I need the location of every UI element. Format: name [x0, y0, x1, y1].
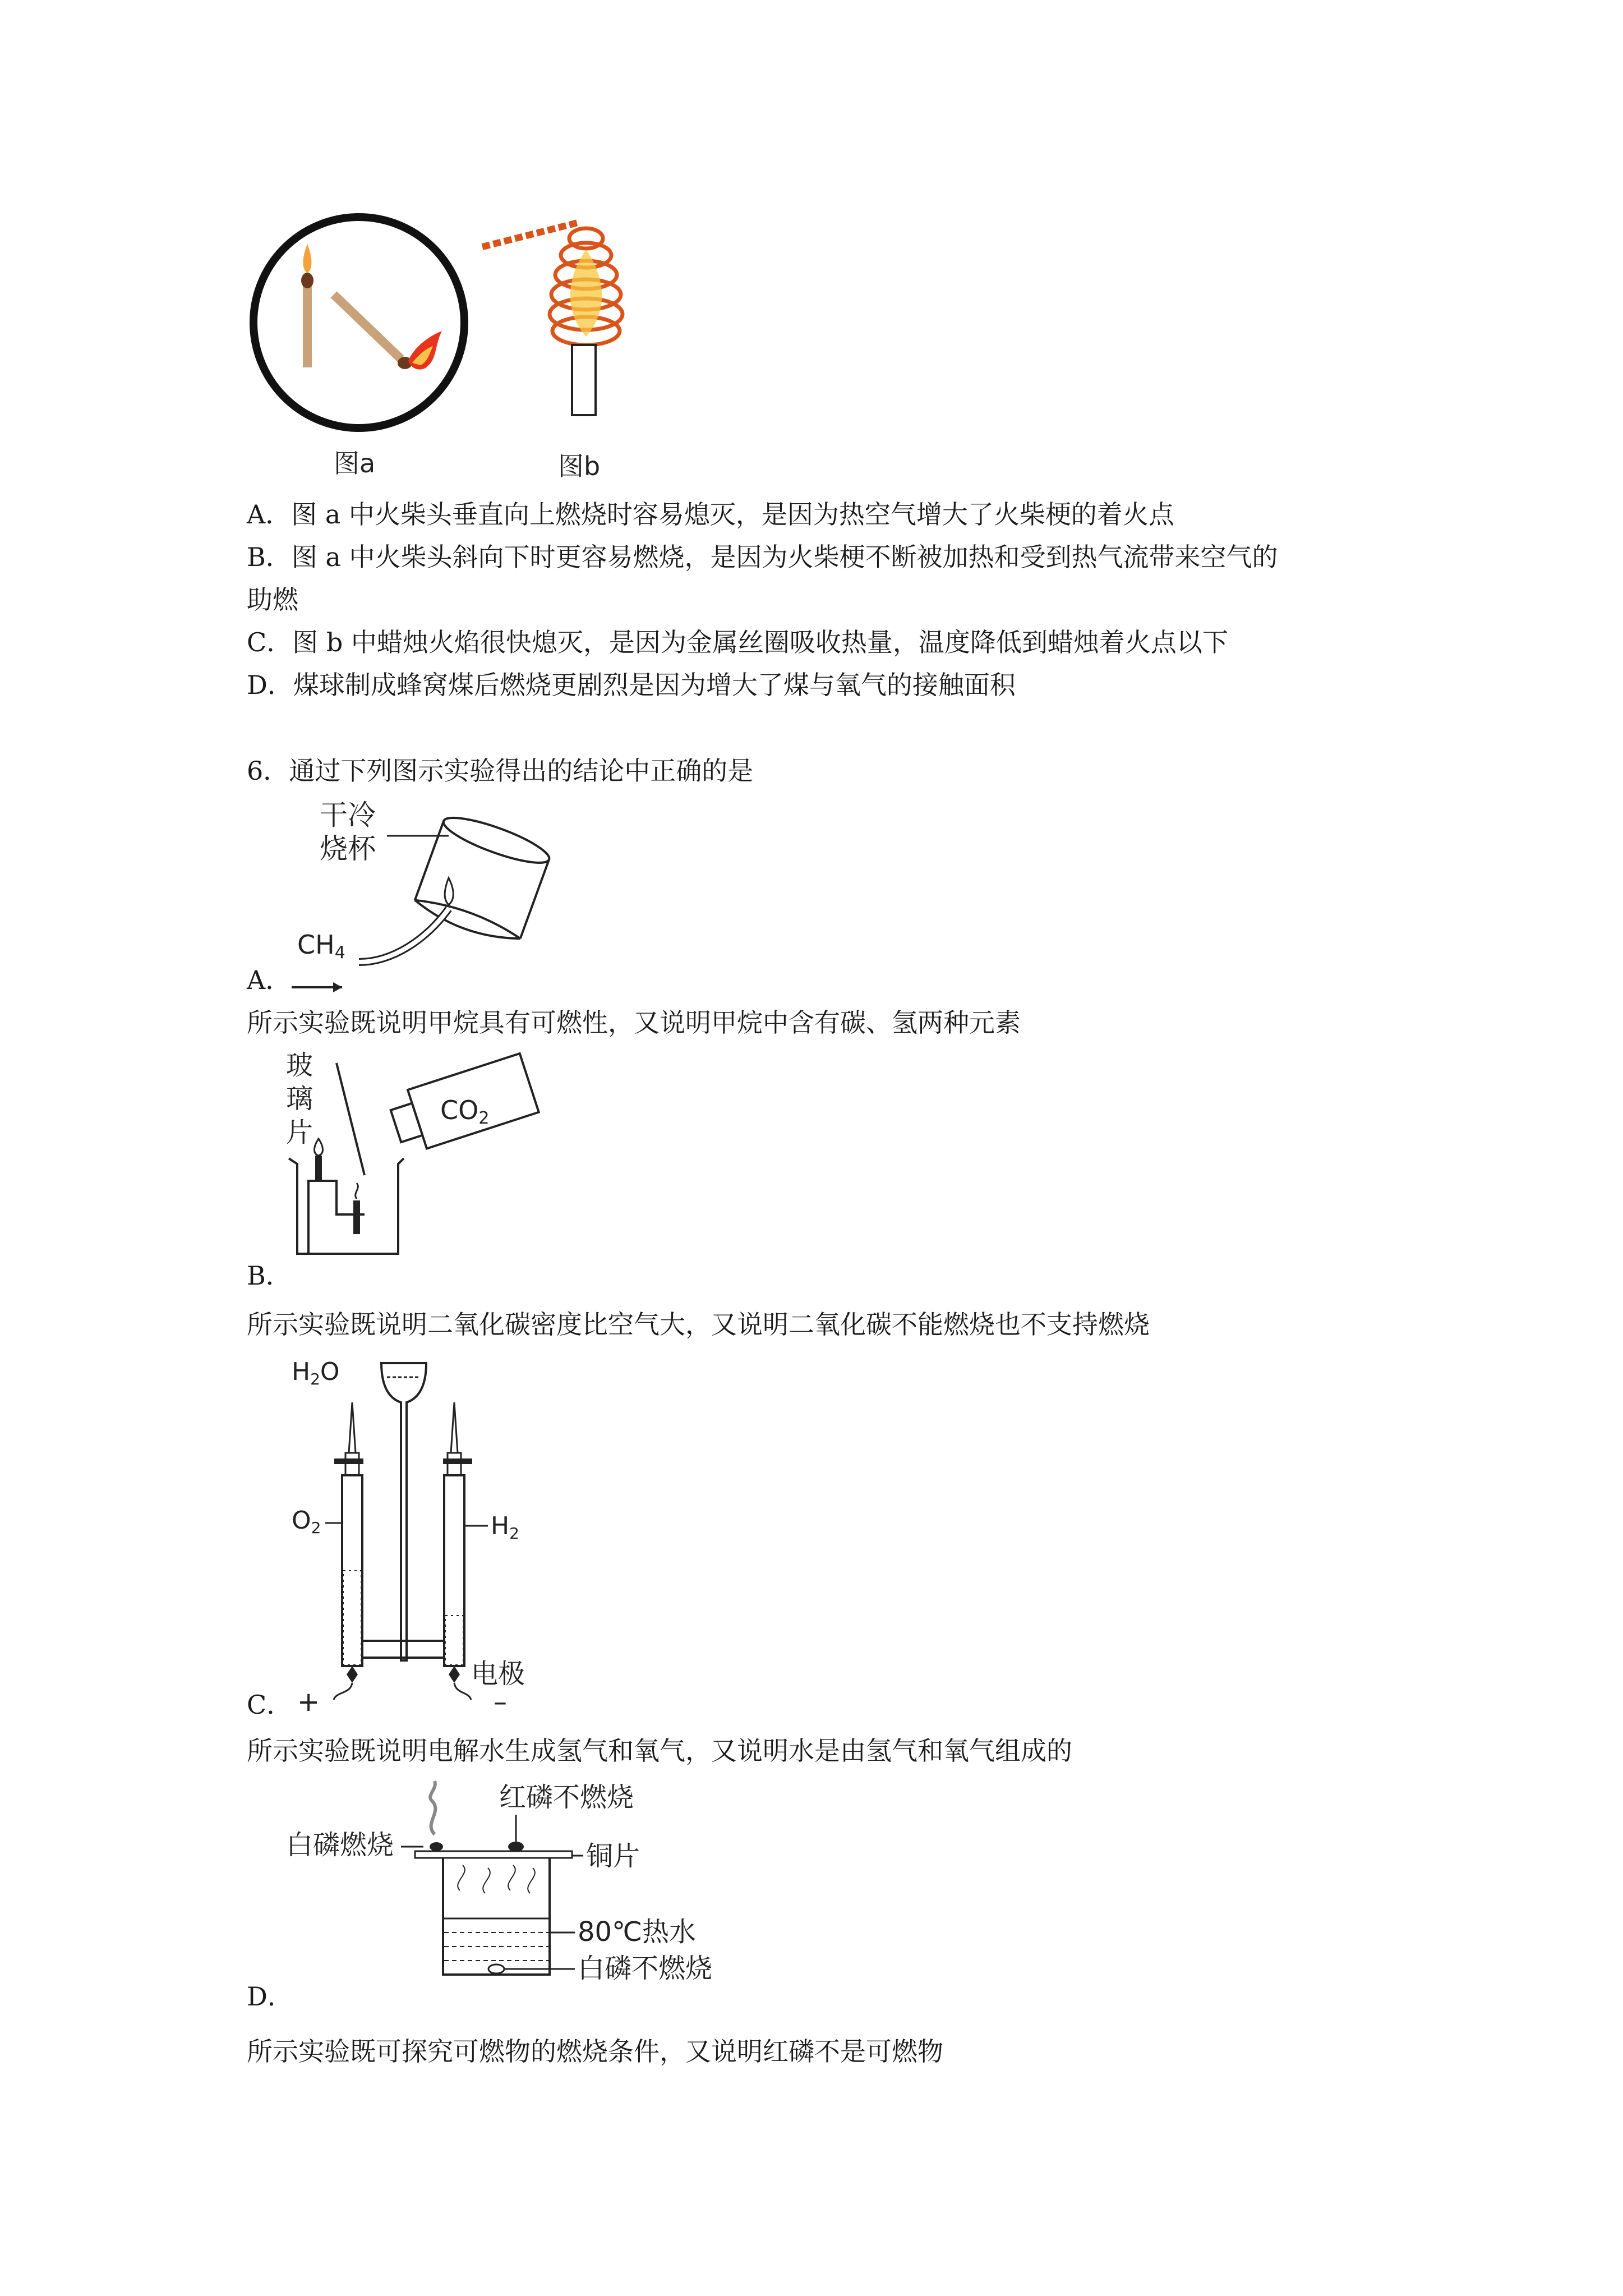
option-letter: D． [247, 670, 293, 700]
figure-b [477, 216, 656, 429]
co2-label: CO2 [440, 1095, 490, 1128]
oxygen-label: O2 [292, 1506, 321, 1537]
hydrogen-tube [444, 1475, 464, 1666]
glass-plate [336, 1063, 365, 1175]
red-phosphorus-label: 红磷不燃烧 [499, 1782, 634, 1813]
beaker [289, 1158, 404, 1254]
minus-terminal: – [494, 1686, 507, 1718]
plus-terminal: + [297, 1686, 320, 1718]
slanted-match-stick [334, 295, 401, 359]
coil-handle [482, 223, 578, 247]
positive-electrode [347, 1666, 358, 1683]
hot-water-label: 80℃热水 [578, 1916, 696, 1948]
vertical-match-flame [303, 244, 312, 273]
q5-option-a [247, 498, 1174, 531]
option-letter: C． [247, 627, 293, 657]
white-phosphorus-burning-label: 白磷燃烧 [286, 1829, 394, 1861]
q6-option-c-letter: C． [247, 1690, 293, 1720]
white-phosphorus-smoke [430, 1781, 435, 1834]
water-beaker [443, 1858, 550, 1975]
water-label: H2O [292, 1358, 340, 1388]
oxygen-tube-water [343, 1571, 361, 1665]
q6-d-figure [280, 1778, 785, 2003]
glass-plate-label-3: 片 [286, 1117, 313, 1148]
methane-flame [445, 878, 453, 905]
gas-label-ch4: CH4 [297, 930, 345, 963]
lower-candle [353, 1200, 360, 1234]
negative-electrode [449, 1666, 460, 1683]
electrode-label: 电极 [471, 1658, 525, 1690]
copper-plate [415, 1851, 572, 1858]
hydrogen-tube-water [445, 1616, 463, 1665]
option-text: 图 b 中蜡烛火焰很快熄灭，是因为金属丝圈吸收热量，温度降低到蜡烛着火点以下 [292, 627, 1228, 657]
label-dry-cold: 干冷 [320, 799, 376, 831]
white-phosphorus-top [430, 1842, 443, 1851]
figure-a [241, 216, 477, 429]
glass-plate-label-2: 璃 [286, 1083, 313, 1115]
white-phosphorus-underwater [488, 1964, 504, 1973]
red-phosphorus [508, 1842, 524, 1852]
q6-option-d-conclusion: 所示实验既可探究可燃物的燃烧条件，又说明红磷不是可燃物 [247, 2036, 943, 2067]
lower-candle-smoke [356, 1183, 358, 1199]
copper-plate-label: 铜片 [586, 1841, 640, 1872]
upper-candle-flame [315, 1139, 323, 1156]
option-text: 图 a 中火柴头斜向下时更容易燃烧，是因为火柴梗不断被加热和受到热气流带来空气的 [291, 542, 1278, 572]
q6-c-figure [280, 1346, 572, 1718]
q6-option-b-conclusion: 所示实验既说明二氧化碳密度比空气大，又说明二氧化碳不能燃烧也不支持燃烧 [247, 1309, 1150, 1340]
glass-plate-label-1: 玻 [286, 1050, 313, 1081]
figure-a-caption: 图a [334, 448, 376, 478]
q6-option-b-letter: B． [247, 1260, 292, 1291]
q5-option-b [247, 541, 1278, 573]
water-reservoir [381, 1363, 426, 1660]
q5-option-b-continuation: 助燃 [247, 585, 298, 615]
vertical-match-head [301, 273, 313, 288]
hydrogen-label: H2 [491, 1512, 519, 1543]
q6-option-c-conclusion: 所示实验既说明电解水生成氢气和氧气，又说明水是由氢气和氧气组成的 [247, 1736, 1072, 1766]
candle [572, 345, 596, 415]
q6-a-figure [280, 794, 572, 1007]
slanted-match-flame [408, 331, 442, 370]
white-phosphorus-no-burn-label: 白磷不燃烧 [578, 1953, 713, 1984]
upper-candle [315, 1156, 322, 1181]
option-text: 煤球制成蜂窝煤后燃烧更剧烈是因为增大了煤与氧气的接触面积 [293, 670, 1016, 700]
gas-tube [359, 909, 449, 962]
q6-option-a-letter: A． [247, 965, 292, 995]
label-beaker: 烧杯 [320, 832, 376, 865]
option-text: 图 a 中火柴头垂直向上燃烧时容易熄灭，是因为热空气增大了火柴梗的着火点 [291, 499, 1174, 530]
q6-option-d-letter: D． [247, 1981, 293, 2012]
q6-stem: 6．通过下列图示实验得出的结论中正确的是 [247, 756, 754, 786]
figure-b-caption: 图b [558, 451, 601, 481]
option-letter: A． [247, 499, 292, 530]
connecting-tube [362, 1641, 444, 1658]
q5-option-d [247, 669, 1016, 701]
option-letter: B． [247, 542, 292, 572]
q6-option-a-conclusion: 所示实验既说明甲烷具有可燃性，又说明甲烷中含有碳、氢两种元素 [247, 1007, 1021, 1038]
q5-option-c [247, 626, 1228, 659]
q6-b-figure [280, 1046, 561, 1271]
vertical-match-stick [303, 283, 312, 367]
